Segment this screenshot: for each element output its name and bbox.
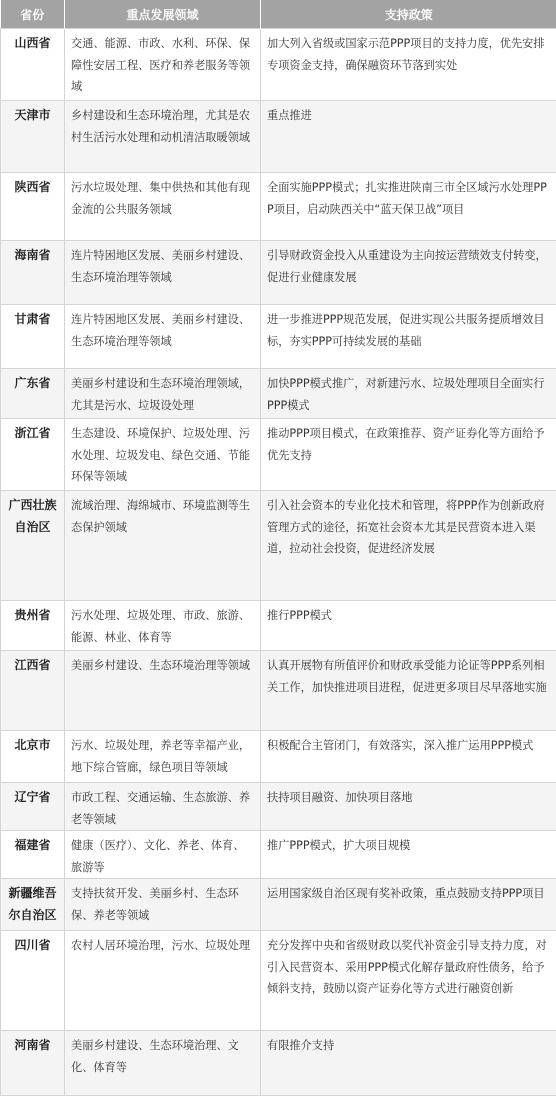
header-support-policy: 支持政策: [261, 0, 556, 29]
table-row: [1, 601, 556, 651]
fields-cell: 农村人居环境治理，污水、垃圾处理: [65, 931, 261, 1031]
policy-cell: 加大列入省级或国家示范PPP项目的支持力度，优先安排专项资金支持，确保融资环节落到实处: [261, 29, 556, 101]
table-row: [1, 369, 556, 419]
fields-cell: 流域治理、海绵城市、环境监测等生态保护领域: [65, 491, 261, 601]
policy-cell: 推行PPP模式: [261, 601, 556, 651]
table-row: [1, 29, 556, 101]
table-row: [1, 931, 556, 1031]
policy-cell: 引导财政资金投入从重建设为主向按运营绩效支付转变，促进行业健康发展: [261, 241, 556, 305]
province-cell: 广西壮族自治区: [1, 491, 65, 601]
table-row: [1, 241, 556, 305]
province-cell: 新疆维吾尔自治区: [1, 879, 65, 931]
policy-cell: 充分发挥中央和省级财政以奖代补资金引导支持力度，对引入民营资本、采用PPP模式化解存量政府性债务，给予倾斜支持，鼓励以资产证券化等方式进行融资创新: [261, 931, 556, 1031]
table-row: [1, 783, 556, 831]
table-row: [1, 1031, 556, 1096]
province-cell: 贵州省: [1, 601, 65, 651]
province-cell: 浙江省: [1, 419, 65, 491]
policy-cell: 推动PPP项目模式，在政策推荐、资产证券化等方面给予优先支持: [261, 419, 556, 491]
fields-cell: 美丽乡村建设、生态环境治理、文化、体育等: [65, 1031, 261, 1096]
province-cell: 天津市: [1, 101, 65, 173]
fields-cell: 污水垃圾处理、集中供热和其他有现金流的公共服务领域: [65, 173, 261, 241]
fields-cell: 污水、垃圾处理，养老等幸福产业，地下综合管廊，绿色项目等领域: [65, 731, 261, 783]
table-row: [1, 831, 556, 879]
policy-cell: 全面实施PPP模式；扎实推进陕南三市全区域污水处理PPP项目，启动陕西关中“蓝天保卫战”项目: [261, 173, 556, 241]
table-row: [1, 101, 556, 173]
province-cell: 四川省: [1, 931, 65, 1031]
policy-cell: 认真开展物有所值评价和财政承受能力论证等PPP系列相关工作，加快推进项目进程，促进更多项目尽早落地实施: [261, 651, 556, 731]
policy-cell: 引入社会资本的专业化技术和管理，将PPP作为创新政府管理方式的途径，拓宽社会资本尤其是民营资本进入渠道，拉动社会投资，促进经济发展: [261, 491, 556, 601]
province-cell: 河南省: [1, 1031, 65, 1096]
province-cell: 陕西省: [1, 173, 65, 241]
fields-cell: 美丽乡村建设、生态环境治理等领域: [65, 651, 261, 731]
fields-cell: 市政工程、交通运输、生态旅游、养老等领域: [65, 783, 261, 831]
table-row: [1, 879, 556, 931]
policy-cell: 积极配合主管闭门，有效落实，深入推广运用PPP模式: [261, 731, 556, 783]
policy-cell: 重点推进: [261, 101, 556, 173]
province-cell: 山西省: [1, 29, 65, 101]
fields-cell: 美丽乡村建设和生态环境治理领域，尤其是污水、垃圾设处理: [65, 369, 261, 419]
table-row: [1, 419, 556, 491]
policy-cell: 运用国家级自治区现有奖补政策，重点鼓励支持PPP项目: [261, 879, 556, 931]
table-row: [1, 651, 556, 731]
province-cell: 广东省: [1, 369, 65, 419]
province-cell: 北京市: [1, 731, 65, 783]
header-key-fields: 重点发展领域: [65, 0, 261, 29]
province-cell: 江西省: [1, 651, 65, 731]
province-cell: 甘肃省: [1, 305, 65, 369]
fields-cell: 连片特困地区发展、美丽乡村建设、生态环境治理等领域: [65, 305, 261, 369]
fields-cell: 乡村建设和生态环境治理，尤其是农村生活污水处理和动机清洁取暖领域: [65, 101, 261, 173]
table-row: [1, 173, 556, 241]
fields-cell: 交通、能源、市政、水利、环保、保障性安居工程、医疗和养老服务等领域: [65, 29, 261, 101]
fields-cell: 支持扶贫开发、美丽乡村、生态环保、养老等领域: [65, 879, 261, 931]
fields-cell: 健康（医疗）、文化、养老、体育、旅游等: [65, 831, 261, 879]
policy-cell: 扶持项目融资、加快项目落地: [261, 783, 556, 831]
policy-cell: 推广PPP模式，扩大项目规模: [261, 831, 556, 879]
policy-cell: 进一步推进PPP规范发展，促进实现公共服务提质增效目标，夯实PPP可持续发展的基础: [261, 305, 556, 369]
policy-cell: 加快PPP模式推广，对新建污水、垃圾处理项目全面实行PPP模式: [261, 369, 556, 419]
fields-cell: 生态建设、环境保护、垃圾处理、污水处理、垃圾发电、绿色交通、节能环保等领域: [65, 419, 261, 491]
fields-cell: 污水处理、垃圾处理、市政、旅游、能源、林业、体育等: [65, 601, 261, 651]
header-province: 省份: [1, 0, 65, 29]
province-cell: 辽宁省: [1, 783, 65, 831]
table-row: [1, 305, 556, 369]
province-cell: 福建省: [1, 831, 65, 879]
province-cell: 海南省: [1, 241, 65, 305]
policy-cell: 有限推介支持: [261, 1031, 556, 1096]
fields-cell: 连片特困地区发展、美丽乡村建设、生态环境治理等领域: [65, 241, 261, 305]
table-header-row: [1, 0, 556, 29]
table-row: [1, 491, 556, 601]
table-row: [1, 731, 556, 783]
